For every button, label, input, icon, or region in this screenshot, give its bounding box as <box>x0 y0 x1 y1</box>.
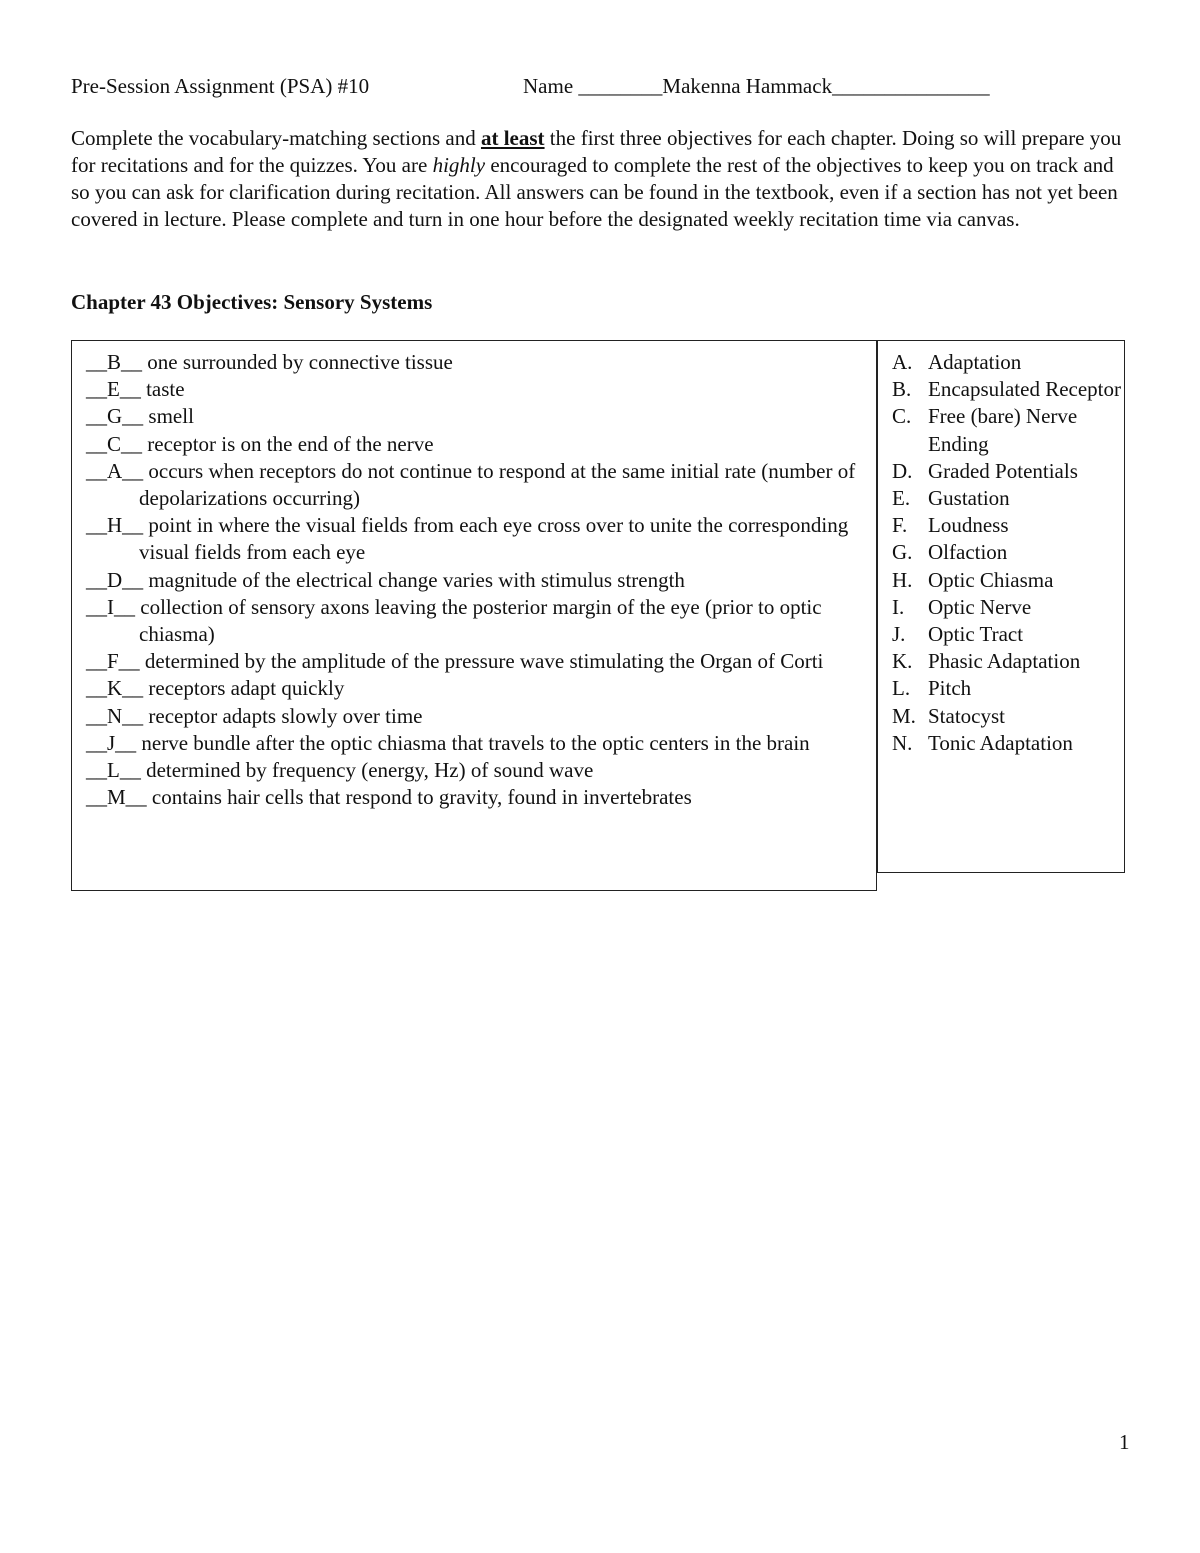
assignment-title: Pre-Session Assignment (PSA) #10 <box>71 74 370 98</box>
matching-item: __C__ receptor is on the end of the nerve <box>86 431 434 456</box>
instructions-emphasis: at least <box>480 126 545 150</box>
term-letter: C. <box>892 404 912 429</box>
term-list <box>892 349 1122 757</box>
term-letter: H. <box>892 567 913 592</box>
matching-item: __E__ taste <box>86 377 185 402</box>
term-item <box>892 594 1122 621</box>
term-list-box <box>877 340 1125 873</box>
term-item <box>892 458 1122 485</box>
matching-item: __M__ contains hair cells that respond to gravity, found in invertebrates <box>86 785 692 810</box>
term-label: Pitch <box>928 676 972 701</box>
matching-item: __A__ occurs when receptors do not continue to respond at the same initial rate (number of depolarizations occurring) <box>86 458 856 511</box>
term-label: Optic Chiasma <box>928 567 1054 592</box>
term-letter: E. <box>892 486 911 511</box>
matching-definitions-box <box>71 340 877 891</box>
instructions-text-2: the first three objectives for each chapter. Doing so will prepare you for recitations and for the quizzes. You are <box>71 126 1122 177</box>
term-item <box>892 485 1122 512</box>
term-letter: D. <box>892 458 913 483</box>
page-number: 1 <box>1119 1430 1130 1454</box>
term-label: Free (bare) Nerve Ending <box>928 404 1078 456</box>
term-item <box>892 648 1122 675</box>
instructions-text-3: encouraged to complete the rest of the objectives to keep you on track and so you can ask for clarification during recitation. All answers can be found in the textbook, even if a section has not yet been covered in lecture. Please complete and turn in one hour before the designated weekly recitation time via canvas. <box>71 153 1118 231</box>
chapter-title: Chapter 43 Objectives: Sensory Systems <box>71 290 433 314</box>
term-label: Phasic Adaptation <box>928 649 1081 674</box>
instructions-italic: highly <box>432 153 486 177</box>
term-item <box>892 730 1122 757</box>
matching-item: __B__ one surrounded by connective tissue <box>86 350 453 374</box>
instructions-paragraph <box>71 125 1131 233</box>
term-label: Encapsulated Receptor <box>928 377 1121 402</box>
matching-item: __J__ nerve bundle after the optic chiasma that travels to the optic centers in the brain <box>86 730 810 755</box>
matching-item: __F__ determined by the amplitude of the pressure wave stimulating the Organ of Corti <box>86 649 824 674</box>
term-letter: K. <box>892 649 913 674</box>
term-item <box>892 376 1122 403</box>
matching-list <box>86 349 866 811</box>
term-letter: N. <box>892 730 913 755</box>
matching-item: __L__ determined by frequency (energy, Hz) of sound wave <box>86 758 594 783</box>
term-letter: I. <box>892 594 905 619</box>
term-label: Optic Tract <box>928 622 1024 647</box>
term-label: Adaptation <box>928 350 1022 374</box>
term-label: Tonic Adaptation <box>928 730 1073 755</box>
term-letter: L. <box>892 676 911 701</box>
matching-item: __I__ collection of sensory axons leaving the posterior margin of the eye (prior to optic chiasma) <box>86 594 822 647</box>
term-item <box>892 621 1122 648</box>
term-item <box>892 349 1122 376</box>
term-item <box>892 675 1122 702</box>
term-item <box>892 539 1122 566</box>
term-label: Graded Potentials <box>928 458 1078 483</box>
matching-item: __D__ magnitude of the electrical change varies with stimulus strength <box>86 567 685 592</box>
term-letter: M. <box>892 703 916 728</box>
matching-item: __G__ smell <box>86 404 194 429</box>
term-item <box>892 403 1122 457</box>
term-letter: B. <box>892 377 912 402</box>
term-item <box>892 567 1122 594</box>
term-letter: A. <box>892 350 913 374</box>
term-label: Gustation <box>928 486 1010 511</box>
term-label: Statocyst <box>928 703 1005 728</box>
term-item <box>892 703 1122 730</box>
term-label: Optic Nerve <box>928 594 1032 619</box>
instructions-text-1: Complete the vocabulary-matching sections and <box>71 126 481 150</box>
term-item <box>892 512 1122 539</box>
term-label: Olfaction <box>928 540 1008 565</box>
matching-item: __N__ receptor adapts slowly over time <box>86 703 423 728</box>
matching-item: __H__ point in where the visual fields from each eye cross over to unite the corresponding visual fields from each eye <box>86 513 849 565</box>
term-letter: G. <box>892 540 913 565</box>
term-letter: F. <box>892 513 908 538</box>
term-label: Loudness <box>928 513 1009 538</box>
term-letter: J. <box>892 622 906 647</box>
student-name-line: Name ________Makenna Hammack_______________ <box>523 74 990 98</box>
matching-item: __K__ receptors adapt quickly <box>86 676 345 701</box>
